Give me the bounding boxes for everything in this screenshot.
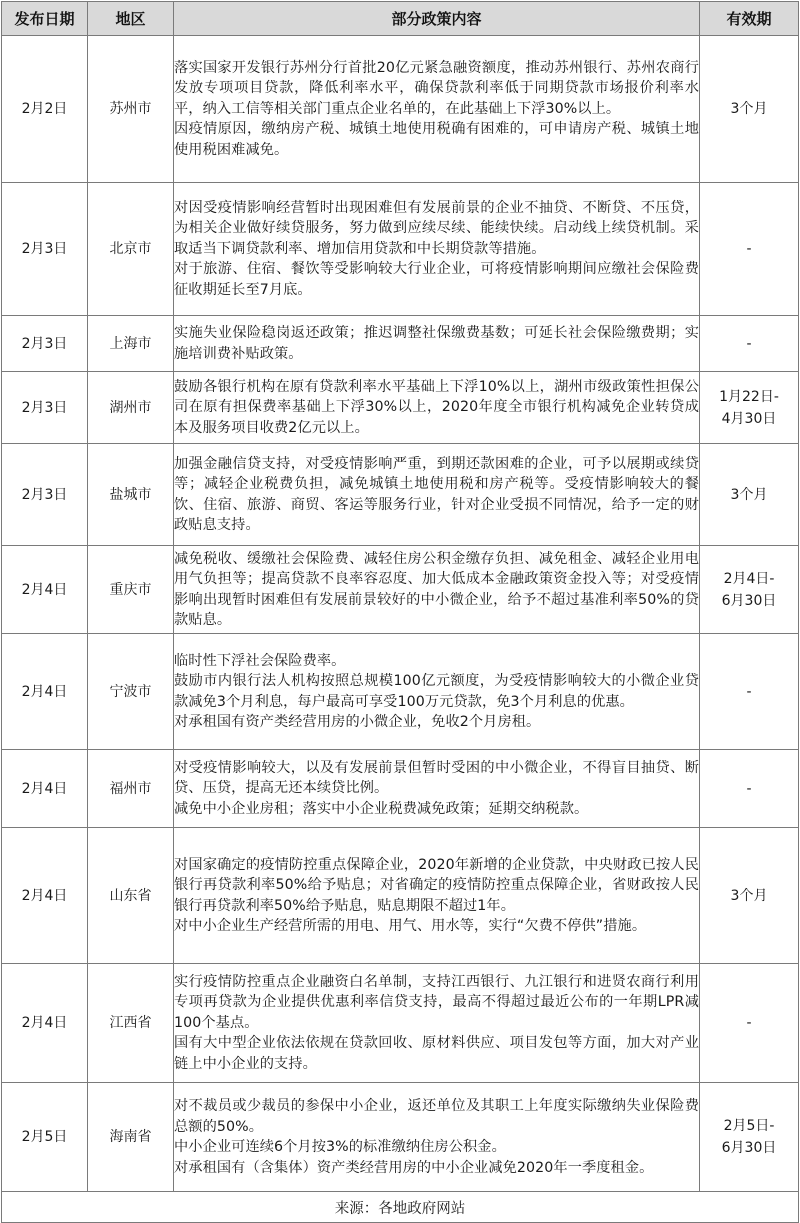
table-row [2,36,799,183]
cell-date: 2月3日 [2,444,88,546]
header-region: 地区 [88,2,174,36]
cell-region: 山东省 [88,828,174,964]
cell-valid-period [700,372,799,444]
cell-date: 2月4日 [2,546,88,634]
policy-paragraph: 对承租国有资产类经营用房的小微企业，免收2个月房租。 [174,714,541,730]
policy-paragraph: 对不裁员或少裁员的参保中小企业，返还单位及其职工上年度实际缴纳失业保险费总额的50%。 [174,1098,699,1135]
cell-date: 2月3日 [2,316,88,372]
cell-policy-content [174,36,700,183]
cell-region: 江西省 [88,964,174,1083]
cell-valid-period [700,546,799,634]
policy-paragraph: 实行疫情防控重点企业融资白名单制，支持江西银行、九江银行和进贤农商行利用专项再贷款为企业提供优惠利率信贷支持，最高不得超过最近公布的一年期LPR减100个基点。 [174,973,699,1031]
cell-date: 2月2日 [2,36,88,183]
cell-valid-period: 3个月 [700,36,799,183]
cell-region: 海南省 [88,1083,174,1192]
cell-region: 福州市 [88,750,174,828]
table-row [2,750,799,828]
table-row [2,828,799,964]
cell-date: 2月3日 [2,372,88,444]
policy-paragraph: 国有大中型企业依法依规在贷款回收、原材料供应、项目发包等方面，加大对产业链上中小企业的支持。 [174,1035,699,1072]
policy-paragraph: 对于旅游、住宿、餐饮等受影响较大行业企业，可将疫情影响期间应缴社会保险费征收期延长至7月底。 [174,261,699,298]
policy-paragraph: 中小企业可连续6个月按3%的标准缴纳住房公积金。 [174,1139,506,1155]
cell-policy-content [174,546,700,634]
policy-paragraph: 对中小企业生产经营所需的用电、用气、用水等，实行“欠费不停供”措施。 [174,918,647,934]
policy-paragraph: 对受疫情影响较大，以及有发展前景但暂时受困的中小微企业，不得盲目抽贷、断贷、压贷，提高无还本续贷比例。 [174,759,699,797]
cell-region: 上海市 [88,316,174,372]
cell-region: 盐城市 [88,444,174,546]
valid-period-line: 4月30日 [721,410,777,427]
policy-table-page [0,1,800,1223]
policy-paragraph: 实施失业保险稳岗返还政策；推迟调整社保缴费基数；可延长社会保险缴费期；实施培训费补贴政策。 [174,325,699,362]
table-row [2,444,799,546]
header-row [2,2,799,36]
cell-region: 重庆市 [88,546,174,634]
cell-region: 湖州市 [88,372,174,444]
table-row [2,546,799,634]
cell-valid-period [700,1083,799,1192]
cell-region: 宁波市 [88,634,174,750]
table-body [2,36,799,1192]
cell-policy-content [174,444,700,546]
cell-policy-content [174,1083,700,1192]
cell-valid-period: 3个月 [700,828,799,964]
cell-valid-period: - [700,316,799,372]
cell-date: 2月3日 [2,183,88,316]
cell-date: 2月4日 [2,964,88,1083]
cell-policy-content [174,634,700,750]
policy-paragraph: 临时性下浮社会保险费率。 [174,652,346,669]
cell-policy-content [174,183,700,316]
table-row [2,316,799,372]
cell-valid-period: - [700,183,799,316]
cell-date: 2月4日 [2,828,88,964]
policy-paragraph: 鼓励各银行机构在原有贷款利率水平基础上下浮10%以上，湖州市级政策性担保公司在原有担保费率基础上下浮30%以上，2020年度全市银行机构减免企业转贷成本及服务项目收费2亿元以上。 [174,378,699,436]
cell-region: 北京市 [88,183,174,316]
footer-row [2,1192,799,1223]
valid-period-line: 6月30日 [721,592,777,609]
table-row [2,1083,799,1192]
policy-paragraph: 鼓励市内银行法人机构按照总规模100亿元额度，为受疫情影响较大的小微企业贷款减免3个月利息，每户最高可享受100万元贷款，免3个月利息的优惠。 [174,673,699,710]
cell-date: 2月4日 [2,634,88,750]
valid-period-line: 6月30日 [721,1140,777,1156]
policy-paragraph: 减免中小企业房租；落实中小企业税费减免政策；延期交纳税款。 [174,800,589,817]
header-content: 部分政策内容 [174,2,700,36]
policy-paragraph: 对承租国有（含集体）资产类经营用房的中小企业减免2020年一季度租金。 [174,1159,654,1176]
table-row [2,372,799,444]
policy-paragraph: 因疫情原因，缴纳房产税、城镇土地使用税确有困难的，可申请房产税、城镇土地使用税困难减免。 [174,121,699,158]
cell-valid-period: - [700,634,799,750]
cell-valid-period: 3个月 [700,444,799,546]
cell-valid-period: - [700,964,799,1083]
policy-paragraph: 对国家确定的疫情防控重点保障企业，2020年新增的企业贷款，中央财政已按人民银行再贷款利率50%给予贴息；对省确定的疫情防控重点保障企业，省财政按人民银行再贷款利率50%给予贴息，贴息期限不超过1年。 [174,856,699,914]
cell-policy-content [174,316,700,372]
source-note: 来源：各地政府网站 [2,1192,799,1223]
header-valid: 有效期 [700,2,799,36]
policy-paragraph: 落实国家开发银行苏州分行首批20亿元紧急融资额度，推动苏州银行、苏州农商行发放专项项目贷款，降低利率水平，确保贷款利率低于同期贷款市场报价利率水平，纳入工信等相关部门重点企业名单的，在此基础上下浮30%以上。 [174,59,699,117]
cell-policy-content [174,964,700,1083]
table-row [2,183,799,316]
cell-policy-content [174,372,700,444]
cell-valid-period: - [700,750,799,828]
header-date: 发布日期 [2,2,88,36]
valid-period-line: 2月4日- [723,570,775,587]
cell-policy-content [174,828,700,964]
policy-paragraph: 对因受疫情影响经营暂时出现困难但有发展前景的企业不抽贷、不断贷、不压贷，为相关企业做好续贷服务，努力做到应续尽续、能续快续。启动线上续贷机制。采取适当下调贷款利率、增加信用贷款和中长期贷款等措施。 [174,199,699,257]
table-row [2,964,799,1083]
policy-paragraph: 减免税收、缓缴社会保险费、减轻住房公积金缴存负担、减免租金、减轻企业用电用气负担等；提高贷款不良率容忍度、加大低成本金融政策资金投入等；对受疫情影响出现暂时困难但有发展前景较好的中小微企业，给予不超过基准利率50%的贷款贴息。 [174,550,699,628]
table-row [2,634,799,750]
policy-paragraph: 加强金融信贷支持，对受疫情影响严重，到期还款困难的企业，可予以展期或续贷等；减轻企业税费负担，减免城镇土地使用税和房产税等。受疫情影响较大的餐饮、住宿、旅游、商贸、客运等服务行业，针对企业受损不同情况，给予一定的财政贴息支持。 [174,455,699,533]
cell-date: 2月5日 [2,1083,88,1192]
valid-period-line: 2月5日- [723,1118,775,1134]
cell-date: 2月4日 [2,750,88,828]
cell-region: 苏州市 [88,36,174,183]
valid-period-line: 1月22日- [719,388,779,405]
policy-table [1,1,799,1223]
cell-policy-content [174,750,700,828]
